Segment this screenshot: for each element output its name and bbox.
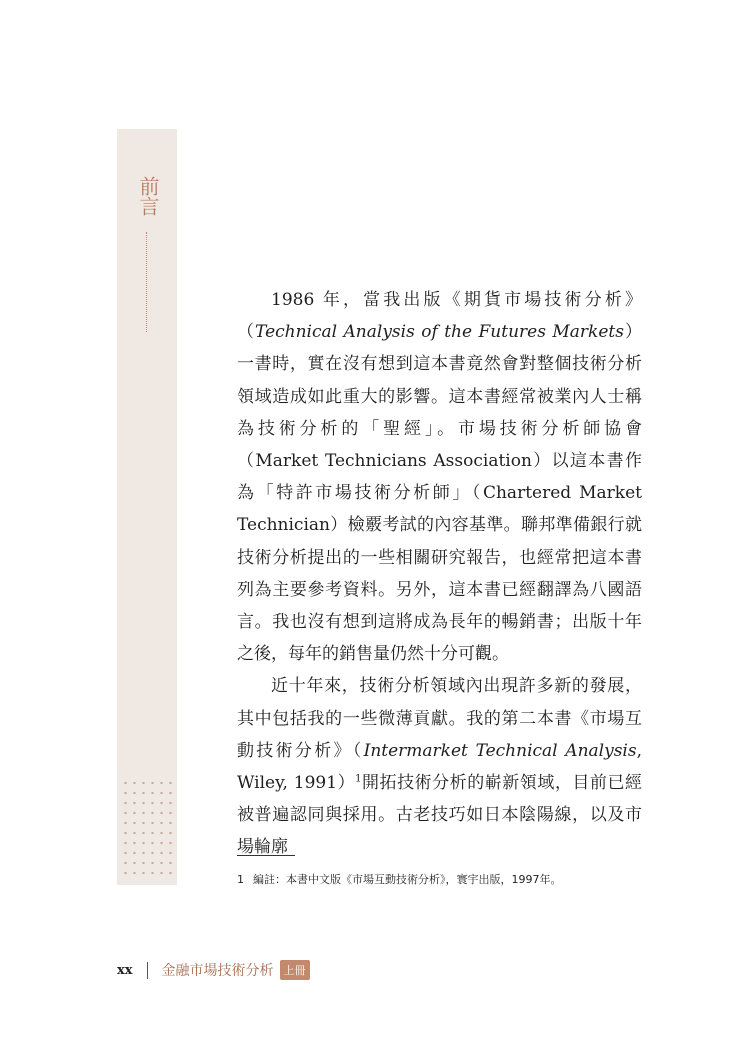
- book-title-english-2: Intermarket Technical Analysis: [363, 740, 637, 761]
- body-text: [237, 284, 642, 864]
- page-number: xx: [117, 962, 133, 978]
- chapter-title: 前言: [136, 176, 160, 216]
- footnote: [237, 872, 657, 888]
- footnote-number: 1: [237, 873, 244, 886]
- book-title-english-1: Technical Analysis of the Futures Markets: [255, 322, 624, 343]
- dot-pattern: [121, 778, 173, 880]
- footer-divider: [147, 962, 148, 979]
- side-band: [117, 129, 177, 885]
- p1-text-b: ）一書時，實在沒有想到這本書竟然會對整個技術分析領域造成如此重大的影響。這本書經常被業內人士稱為技術分析的「聖經」。市場技術分析師協會（Market Technicians Association）以這本書作為「特許市場技術分析師」（Chartered Market Technician）檢覈考試的內容基準。聯邦準備銀行就技術分析提出的一些相關研究報告，也經常把這本書列為主要參考資料。另外，這本書已經翻譯為八國語言。我也沒有想到這將成為長年的暢銷書；出版十年之後，每年的銷售量仍然十分可觀。: [237, 322, 643, 665]
- dotted-leader: [146, 232, 147, 332]
- footnote-reference[interactable]: 1: [355, 773, 362, 785]
- running-book-title: 金融市場技術分析: [161, 963, 274, 979]
- p2-text-b: , Wiley, 1991）: [237, 740, 642, 794]
- p2-text-c: 開拓技術分析的嶄新領域，目前已經被普遍認同與採用。古老技巧如日本陰陽線，以及市場輪廓: [237, 773, 642, 858]
- p1-text-a: 1986 年，當我出版《期貨市場技術分析》（: [237, 290, 642, 343]
- running-footer: [117, 960, 310, 980]
- footnote-rule: [237, 855, 295, 856]
- p2-text-a: 近十年來，技術分析領域內出現許多新的發展，其中包括我的一些微薄貢獻。我的第二本書《市場互動技術分析》（: [237, 676, 642, 761]
- paragraph-1: [237, 284, 642, 670]
- paragraph-2: [237, 670, 642, 863]
- footnote-text: 編註：本書中文版《市場互動技術分析》，寰宇出版，1997年。: [253, 873, 562, 886]
- volume-badge: 上冊: [280, 960, 310, 980]
